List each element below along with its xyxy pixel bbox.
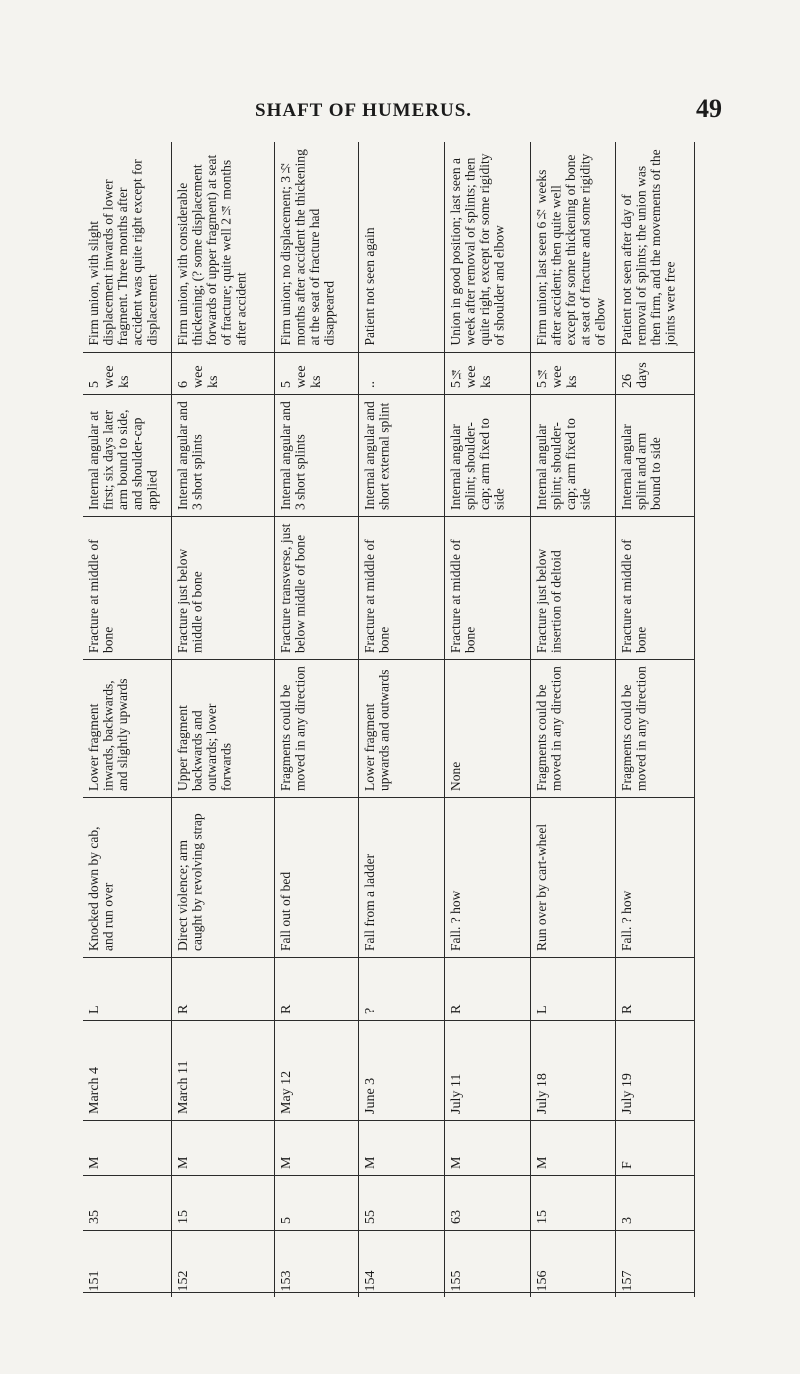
cell-age: 15: [175, 1209, 191, 1224]
cell-cause: Knocked down by cab, and run over: [86, 822, 116, 951]
cell-side: R: [448, 1004, 464, 1014]
table-cell: [171, 1230, 274, 1297]
table-cell: [358, 957, 444, 1020]
cell-date: July 18: [534, 1072, 550, 1114]
table-cell: [171, 516, 274, 659]
table-cell: [530, 394, 615, 516]
table-cell: [615, 659, 695, 797]
cell-side: R: [175, 1004, 191, 1014]
cell-case-no: 155: [448, 1270, 464, 1291]
cell-case-no: 154: [362, 1270, 378, 1291]
table-cell: [274, 394, 358, 516]
table-cell: [615, 516, 695, 659]
cell-displacement: None: [447, 761, 463, 791]
table-cell: [274, 1120, 358, 1175]
table-cell: [358, 516, 444, 659]
cell-case-no: 152: [175, 1270, 191, 1291]
table-cell: [274, 142, 358, 352]
table-cell: [358, 1175, 444, 1230]
cell-date: July 11: [448, 1073, 464, 1114]
table-cell: [444, 659, 530, 797]
cell-displacement: Upper fragment backwards and outwards; lower forwards: [174, 699, 234, 791]
table-cell: [274, 797, 358, 957]
cell-sex: M: [448, 1156, 464, 1169]
table-cell: [83, 516, 171, 659]
cell-cause: Fall out of bed: [277, 871, 293, 951]
table-cell: [171, 1120, 274, 1175]
cell-fracture: Fracture at middle of bone: [447, 535, 478, 653]
table-cell: [530, 516, 615, 659]
cell-age: 55: [362, 1209, 378, 1224]
cell-fracture: Fracture just below middle of bone: [174, 544, 205, 653]
table-cell: [171, 1020, 274, 1120]
table-cell: [83, 142, 171, 352]
cell-case-no: 151: [87, 1270, 102, 1291]
field-row-case-no: [83, 1230, 695, 1297]
cell-sex: M: [362, 1156, 378, 1169]
table-cell: [171, 1175, 274, 1230]
cell-treatment: Internal angular and 3 short splints: [277, 397, 308, 510]
cell-side: L: [534, 1004, 550, 1014]
table-cell: [444, 957, 530, 1020]
cell-treatment: Internal angular at first; six days later arm bound to side, and shoulder-cap applied: [86, 405, 160, 510]
field-row-duration: [83, 352, 695, 394]
table-cell: [274, 352, 358, 394]
cell-fracture: Fracture at middle of bone: [361, 535, 392, 653]
table-cell: [358, 352, 444, 394]
table-cell: [530, 1020, 615, 1120]
table-cell: [615, 1120, 695, 1175]
table-cell: [83, 659, 171, 797]
cell-age: 3: [619, 1216, 635, 1224]
table-cell: [615, 1175, 695, 1230]
field-row-sex: [83, 1120, 695, 1175]
cell-treatment: Internal angular and 3 short splints: [174, 397, 205, 510]
field-row-result: [83, 142, 695, 352]
table-cell: [358, 142, 444, 352]
table-cell: [615, 352, 695, 394]
cell-cause: Fall. ? how: [618, 890, 634, 951]
cell-date: May 12: [278, 1070, 294, 1114]
table-cell: [171, 142, 274, 352]
field-row-side: [83, 957, 695, 1020]
table-cell: [530, 797, 615, 957]
table-cell: [358, 797, 444, 957]
cell-displacement: Lower fragment upwards and outwards: [361, 669, 392, 791]
table-cell: [83, 1020, 171, 1120]
cell-case-no: 156: [534, 1270, 550, 1291]
field-row-date: [83, 1020, 695, 1120]
cell-age: 63: [448, 1209, 464, 1224]
table-cell: [530, 1230, 615, 1297]
cell-date: March 11: [175, 1059, 191, 1114]
cell-cause: Fall from a ladder: [361, 853, 377, 951]
cell-date: July 19: [619, 1072, 635, 1114]
table-cell: [83, 797, 171, 957]
page-title: SHAFT OF HUMERUS.: [255, 100, 473, 121]
table-cell: [530, 659, 615, 797]
cell-result: Firm union; last seen 6½ weeks after accident; then quite well except for some thickening of bone at seat of fracture and some rigidity of elbow: [533, 150, 607, 346]
table-cell: [171, 957, 274, 1020]
table-cell: [444, 1175, 530, 1230]
cell-fracture: Fracture at middle of bone: [618, 535, 649, 653]
table-cell: [444, 1020, 530, 1120]
cell-sex: F: [619, 1160, 635, 1169]
cell-date: June 3: [362, 1077, 378, 1114]
table-cell: [171, 394, 274, 516]
table-cell: [444, 142, 530, 352]
cell-age: 35: [87, 1209, 102, 1224]
cell-treatment: Internal angular splint; shoulder-cap; arm fixed to side: [533, 414, 593, 510]
cell-side: R: [278, 1004, 294, 1014]
cell-sex: M: [87, 1156, 102, 1169]
table-cell: [615, 394, 695, 516]
table-cell: [530, 1175, 615, 1230]
cell-displacement: Lower fragment inwards, backwards, and slightly upwards: [86, 676, 131, 791]
table-cell: [530, 352, 615, 394]
table-cell: [83, 957, 171, 1020]
table-cell: [358, 394, 444, 516]
field-row-treatment: [83, 394, 695, 516]
table-cell: [530, 1120, 615, 1175]
cell-treatment: Internal angular and short external splint: [361, 397, 392, 510]
cell-result: Firm union, with slight displacement inwards of lower fragment. Three months after accident was quite right except for displacement: [86, 155, 160, 346]
table-cell: [358, 1020, 444, 1120]
table-cell: [83, 1230, 171, 1297]
table-cell: [171, 797, 274, 957]
cell-sex: M: [278, 1156, 294, 1169]
cell-sex: M: [175, 1156, 191, 1169]
table-cell: [530, 142, 615, 352]
cell-duration: 26 days: [619, 361, 650, 388]
page-header: [0, 92, 800, 132]
cell-side: L: [87, 1004, 102, 1014]
right-rule: [694, 142, 695, 1297]
cell-treatment: Internal angular splint; shoulder-cap; arm fixed to side: [447, 414, 507, 510]
table-cell: [615, 1230, 695, 1297]
cell-result: Firm union; no displacement; 3½ months after accident the thickening at the seat of fracture had disappeared: [277, 145, 337, 346]
table-cell: [274, 516, 358, 659]
table-cell: [444, 1120, 530, 1175]
cell-cause: Fall. ? how: [447, 890, 463, 951]
table-cell: [615, 797, 695, 957]
cell-side: ?: [362, 1007, 378, 1014]
table-cell: [171, 352, 274, 394]
table-cell: [83, 1175, 171, 1230]
field-row-fracture: [83, 516, 695, 659]
table-cell: [444, 394, 530, 516]
cell-duration: 5 weeks: [87, 364, 133, 388]
case-table: [83, 142, 695, 1297]
field-row-age: [83, 1175, 695, 1230]
page-number: 49: [696, 94, 722, 123]
table-cell: [83, 394, 171, 516]
table-cell: [615, 957, 695, 1020]
cell-result: Firm union, with considerable thickening; (? some displacement forwards of upper fragment) at seat of fracture; quite well 2¼ months after accident: [174, 151, 248, 346]
cell-duration: 5¼ weeks: [448, 362, 494, 388]
table-cell: [444, 352, 530, 394]
cell-cause: Direct violence; arm caught by revolving strap: [174, 812, 205, 951]
table-cell: [274, 1020, 358, 1120]
cell-fracture: Fracture just below insertion of deltoid: [533, 544, 564, 653]
cell-age: 5: [278, 1216, 294, 1224]
cell-sex: M: [534, 1156, 550, 1169]
cell-fracture: Fracture at middle of bone: [86, 535, 116, 653]
field-row-displacement: [83, 659, 695, 797]
table-cell: [274, 1175, 358, 1230]
table-cell: [615, 1020, 695, 1120]
cell-result: Union in good position; last seen a week after removal of splints; then quite right, except for some rigidity of shoulder and elbow: [447, 150, 507, 346]
cell-side: R: [619, 1004, 635, 1014]
cell-displacement: Fragments could be moved in any direction: [618, 665, 649, 791]
cell-cause: Run over by cart-wheel: [533, 823, 549, 951]
cell-displacement: Fragments could be moved in any direction: [277, 665, 308, 791]
cell-displacement: Fragments could be moved in any direction: [533, 665, 564, 791]
cell-date: March 4: [87, 1066, 102, 1114]
field-row-cause: [83, 797, 695, 957]
table-cell: [83, 352, 171, 394]
table-cell: [615, 142, 695, 352]
table-cell: [274, 1230, 358, 1297]
cell-duration: ..: [362, 380, 378, 388]
table-cell: [444, 516, 530, 659]
table-cell: [171, 659, 274, 797]
table-cell: [358, 1230, 444, 1297]
bottom-rule: [83, 1292, 695, 1293]
table-cell: [358, 1120, 444, 1175]
table-cell: [444, 1230, 530, 1297]
cell-case-no: 157: [619, 1270, 635, 1291]
cell-fracture: Fracture transverse, just below middle of bone: [277, 519, 308, 653]
table-cell: [530, 957, 615, 1020]
cell-result: Patient not seen again: [361, 227, 377, 346]
table-cell: [274, 659, 358, 797]
table-cell: [444, 797, 530, 957]
cell-duration: 5 weeks: [278, 364, 324, 388]
cell-duration: 6 weeks: [175, 364, 221, 388]
cell-duration: 5¼ weeks: [534, 362, 580, 388]
cell-case-no: 153: [278, 1270, 294, 1291]
table-cell: [358, 659, 444, 797]
cell-age: 15: [534, 1209, 550, 1224]
cell-result: Patient not seen after day of removal of splints; the union was then firm, and the movements of the joints were free: [618, 146, 678, 346]
table-cell: [83, 1120, 171, 1175]
table-cell: [274, 957, 358, 1020]
cell-treatment: Internal angular splint and arm bound to side: [618, 420, 663, 510]
